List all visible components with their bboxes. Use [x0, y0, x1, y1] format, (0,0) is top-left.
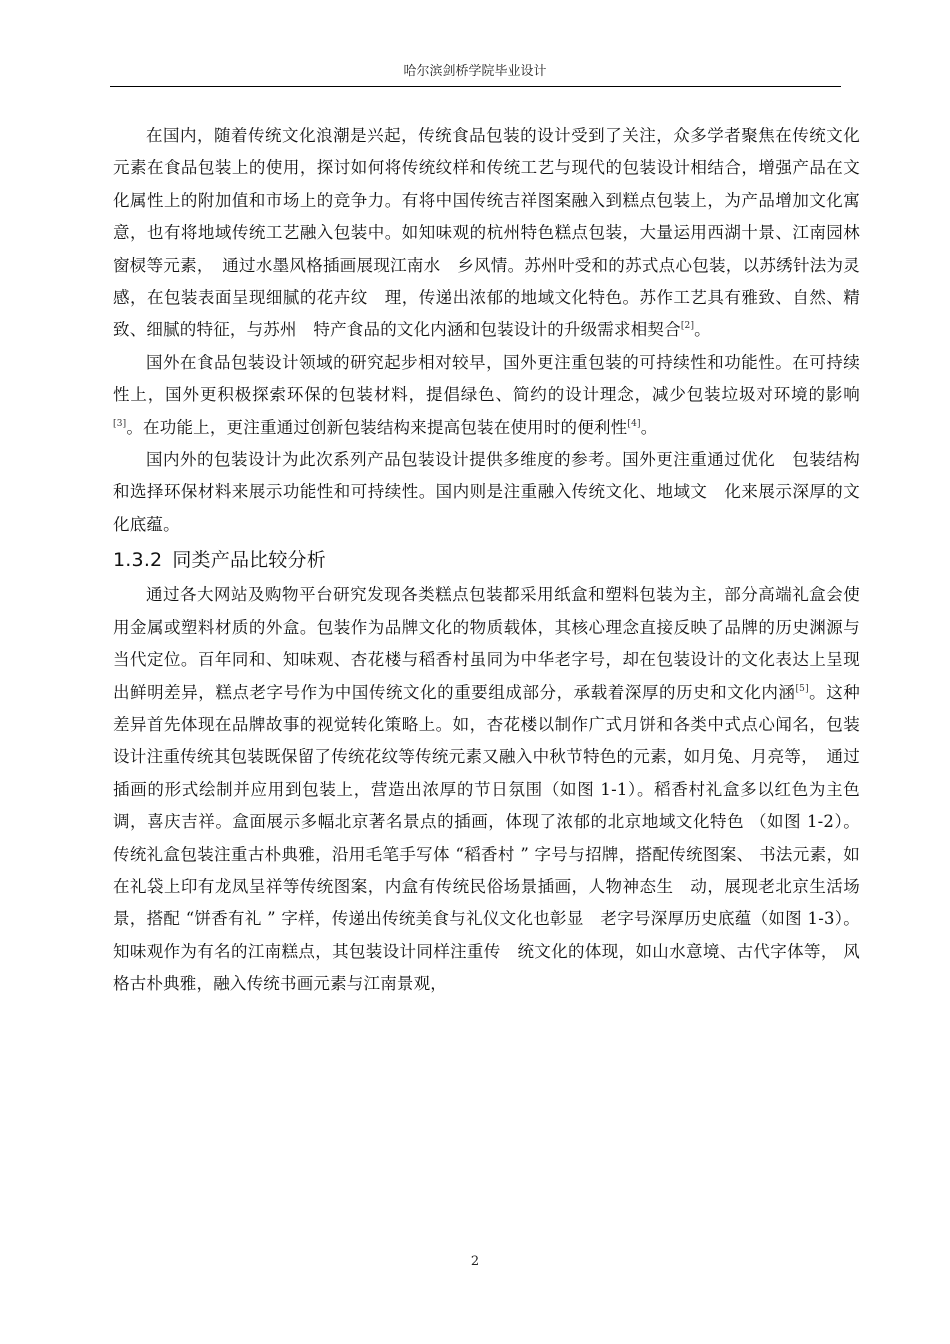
paragraph-text: 通过各大网站及购物平台研究发现各类糕点包装都采用纸盒和塑料包装为主，部分高端礼盒会使用金属或塑料材质的外盒。包装作为品牌文化的物质载体，其核心理念直接反映了品牌的历史渊源与当代定位。百年同和、知味观、杏花楼与稻香村虽同为中华老字号，却在包装设计的文化表达上呈现出鲜明差异，糕点老字号作为中国传统文化的重要组成部分，承载着深厚的历史和文化内涵	[113, 585, 860, 702]
paragraph-product-comparison	[113, 579, 860, 1000]
paragraph-text: 国外在食品包装设计领域的研究起步相对较早，国外更注重包装的可持续性和功能性。在可持续性上，国外更积极探索环保的包装材料，提倡绿色、简约的设计理念，减少包装垃圾对环境的影响	[113, 352, 860, 405]
paragraph-text: 在国内，随着传统文化浪潮是兴起，传统食品包装的设计受到了关注，众多学者聚焦在传统文化元素在食品包装上的使用，探讨如何将传统纹样和传统工艺与现代的包装设计相结合，增强产品在文化属性上的附加值和市场上的竞争力。有将中国传统吉祥图案融入到糕点包装上，为产品增加文化寓意，也有将地域传统工艺融入包装中。如知味观的杭州特色糕点包装，大量运用西湖十景、江南园林窗棂等元素， 通过水墨风格插画展现江南水 乡风情。苏州叶受和的苏式点心包装，以苏绣针法为灵感，在包装表面呈现细腻的花卉纹 理，传递出浓郁的地域文化特色。苏作工艺具有雅致、自然、精致、细腻的特征，与苏州 特产食品的文化内涵和包装设计的升级需求相契合	[113, 126, 860, 340]
paragraph-foreign-research	[113, 347, 860, 444]
citation-ref: [5]	[795, 683, 809, 694]
citation-ref: [4]	[627, 418, 641, 429]
header-rule	[110, 86, 841, 87]
page-number: 2	[470, 1254, 480, 1269]
paragraph-tail: 。	[640, 417, 658, 437]
document-body	[113, 120, 860, 1001]
section-heading	[113, 541, 860, 579]
section-number: 1.3.2	[113, 549, 163, 572]
section-title: 同类产品比较分析	[172, 549, 326, 572]
paragraph-summary	[113, 444, 860, 541]
paragraph-tail: 。	[694, 320, 711, 340]
paragraph-text: 。这种差异首先体现在品牌故事的视觉转化策略上。如，杏花楼以制作广式月饼和各类中式点心闻名，包装设计注重传统其包装既保留了传统花纹等传统元素又融入中秋节特色的元素，如月兔、月亮等， 通过插画的形式绘制并应用到包装上，营造出浓厚的节日氛围（如图 1-1）。稻香村礼盒多以红色为主色调，喜庆吉祥。盒面展示多幅北京著名景点的插画，体现了浓郁的北京地域文化特色 （如图 1-2）。传统礼盒包装注重古朴典雅，沿用毛笔手写体 “稻香村 ” 字号与招牌，搭配传统图案、 书法元素，如在礼袋上印有龙凤呈祥等传统图案，内盒有传统民俗场景插画，人物神态生 动，展现老北京生活场景，搭配 “饼香有礼 ” 字样，传递出传统美食与礼仪文化也彰显 老字号深厚历史底蕴（如图 1-3）。知味观作为有名的江南糕点，其包装设计同样注重传 统文化的体现，如山水意境、古代字体等， 风格古朴典雅，融入传统书画元素与江南景观，	[113, 682, 860, 994]
citation-ref: [2]	[680, 321, 695, 332]
page-header-title: 哈尔滨剑桥学院毕业设计	[403, 64, 547, 79]
paragraph-domestic-research	[113, 120, 860, 347]
paragraph-text: 。在功能上，更注重通过创新包装结构来提高包装在使用时的便利性	[126, 417, 628, 437]
citation-ref: [3]	[113, 418, 127, 429]
paragraph-text: 国内外的包装设计为此次系列产品包装设计提供多维度的参考。国外更注重通过优化 包装结构和选择环保材料来展示功能性和可持续性。国内则是注重融入传统文化、地域文 化来展示深厚的文化底蕴。	[113, 450, 860, 534]
